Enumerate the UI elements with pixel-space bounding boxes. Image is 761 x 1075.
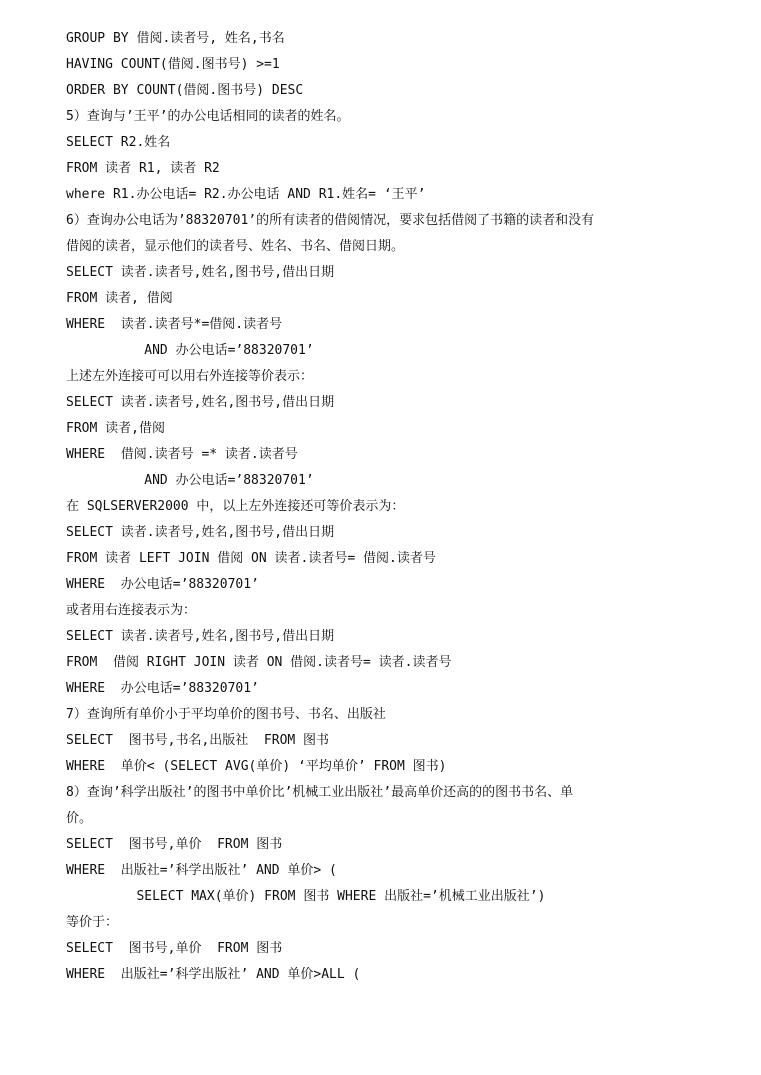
code-line: AND 办公电话=’88320701’ bbox=[66, 343, 314, 358]
code-line: SELECT MAX(单价) FROM 图书 WHERE 出版社=’机械工业出版社’) bbox=[66, 889, 546, 904]
code-line: where R1.办公电话= R2.办公电话 AND R1.姓名= ‘王平’ bbox=[66, 187, 426, 202]
code-line: FROM 借阅 RIGHT JOIN 读者 ON 借阅.读者号= 读者.读者号 bbox=[66, 655, 452, 670]
code-line: SELECT 读者.读者号,姓名,图书号,借出日期 bbox=[66, 395, 335, 410]
code-line: SELECT 图书号,书名,出版社 FROM 图书 bbox=[66, 733, 330, 748]
code-line: SELECT R2.姓名 bbox=[66, 135, 171, 150]
question-heading: 5）查询与’王平’的办公电话相同的读者的姓名。 bbox=[66, 109, 350, 124]
code-line: SELECT 读者.读者号,姓名,图书号,借出日期 bbox=[66, 629, 335, 644]
code-line: ORDER BY COUNT(借阅.图书号) DESC bbox=[66, 83, 304, 98]
code-line: FROM 读者, 借阅 bbox=[66, 291, 173, 306]
explanation-text: 或者用右连接表示为： bbox=[66, 603, 197, 618]
explanation-text: 等价于： bbox=[66, 915, 119, 930]
code-line: SELECT 图书号,单价 FROM 图书 bbox=[66, 837, 283, 852]
question-heading-continued: 价。 bbox=[66, 811, 93, 826]
question-heading: 8）查询’科学出版社’的图书中单价比’机械工业出版社’最高单价还高的的图书书名、单 bbox=[66, 785, 574, 800]
code-line: WHERE 借阅.读者号 =* 读者.读者号 bbox=[66, 447, 298, 462]
code-line: WHERE 单价< (SELECT AVG(单价) ‘平均单价’ FROM 图书) bbox=[66, 759, 447, 774]
question-heading: 6）查询办公电话为’88320701’的所有读者的借阅情况，要求包括借阅了书籍的读者和没有 bbox=[66, 213, 595, 228]
code-line: WHERE 办公电话=’88320701’ bbox=[66, 681, 259, 696]
code-line: HAVING COUNT(借阅.图书号) >=1 bbox=[66, 57, 280, 72]
code-line: WHERE 出版社=’科学出版社’ AND 单价> ( bbox=[66, 863, 337, 878]
code-line: FROM 读者 LEFT JOIN 借阅 ON 读者.读者号= 借阅.读者号 bbox=[66, 551, 436, 566]
document-body bbox=[66, 26, 716, 988]
explanation-text: 在 SQLSERVER2000 中，以上左外连接还可等价表示为： bbox=[66, 499, 405, 514]
question-heading: 7）查询所有单价小于平均单价的图书号、书名、出版社 bbox=[66, 707, 386, 722]
code-line: AND 办公电话=’88320701’ bbox=[66, 473, 314, 488]
code-line: SELECT 图书号,单价 FROM 图书 bbox=[66, 941, 283, 956]
code-line: SELECT 读者.读者号,姓名,图书号,借出日期 bbox=[66, 265, 335, 280]
code-line: WHERE 办公电话=’88320701’ bbox=[66, 577, 259, 592]
explanation-text: 上述左外连接可可以用右外连接等价表示： bbox=[66, 369, 314, 384]
code-line: FROM 读者 R1, 读者 R2 bbox=[66, 161, 220, 176]
code-line: FROM 读者,借阅 bbox=[66, 421, 165, 436]
question-heading-continued: 借阅的读者，显示他们的读者号、姓名、书名、借阅日期。 bbox=[66, 239, 405, 254]
code-line: WHERE 出版社=’科学出版社’ AND 单价>ALL ( bbox=[66, 967, 361, 982]
code-line: WHERE 读者.读者号*=借阅.读者号 bbox=[66, 317, 283, 332]
code-line: GROUP BY 借阅.读者号, 姓名,书名 bbox=[66, 31, 285, 46]
code-line: SELECT 读者.读者号,姓名,图书号,借出日期 bbox=[66, 525, 335, 540]
